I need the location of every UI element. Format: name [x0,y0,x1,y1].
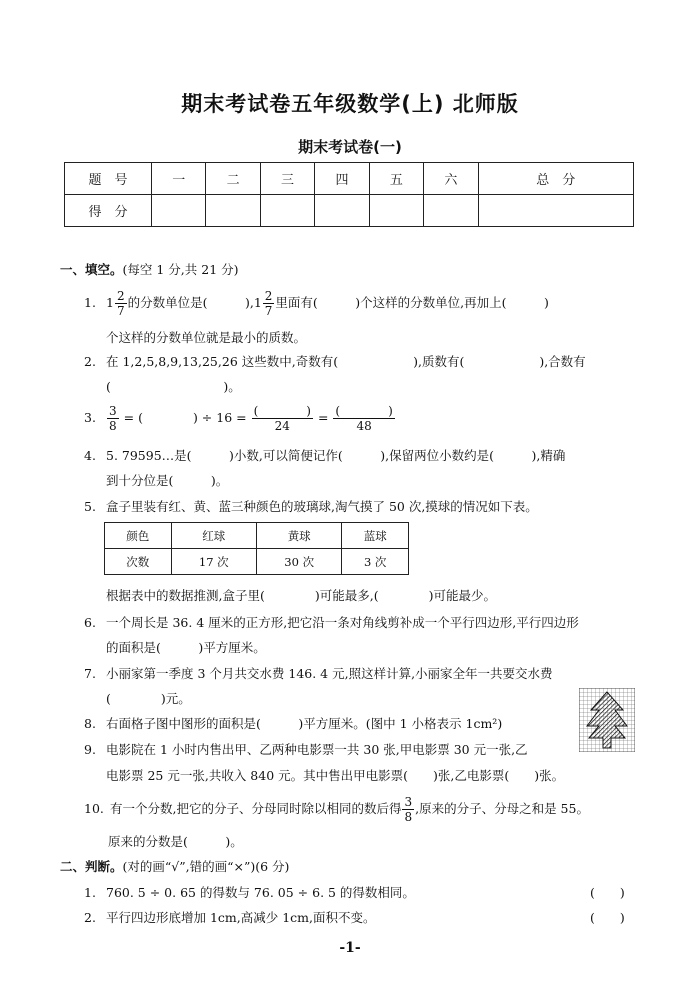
q2-number: 2. [84,354,96,369]
q3-text-a: = ( ) ÷ 16 = [123,410,247,425]
q3-equals: = [317,410,329,425]
q1-number: 1. [84,295,96,310]
q7-line1: 小丽家第一季度 3 个月共交水费 146. 4 元,照这样计算,小丽家全年一共要交水费 [106,666,553,681]
score-cell-6[interactable] [424,195,478,227]
question-5-line1 [84,497,538,515]
q1-text-a: 的分数单位是( ), [127,295,254,310]
question-10-line1 [84,796,589,823]
q1-frac1-num: 2 [116,289,125,303]
page-subtitle: 期末考试卷(一) [298,138,402,156]
judge-2 [84,908,376,926]
section1-note: (每空 1 分,共 21 分) [122,262,239,277]
q10-frac-num: 3 [404,795,413,809]
j1-number: 1. [84,885,96,900]
q10-text-b: ,原来的分子、分母之和是 55。 [415,801,589,816]
question-6-line1 [84,613,579,631]
q4-number: 4. [84,448,96,463]
section2-note: (对的画“√”,错的画“×”)(6 分) [122,859,290,874]
q3-frac1-den: 8 [109,419,117,433]
q7-line2: ( )元。 [106,691,191,706]
balls-red-count: 17 次 [171,549,256,575]
q9-line2: 电影票 25 元一张,共收入 840 元。其中售出甲电影票( )张,乙电影票( )张。 [106,768,565,783]
q3-fraction2 [252,405,313,432]
q1-fraction1 [115,290,127,317]
score-col-5: 五 [369,163,423,195]
score-col-6: 六 [424,163,478,195]
score-cell-2[interactable] [206,195,260,227]
section2-title: 二、判断。 [60,859,123,874]
q10-number: 10. [84,801,104,816]
balls-row-label: 次数 [105,549,172,575]
q10-line2: 原来的分数是( )。 [108,834,243,849]
score-table [64,162,634,227]
section2-heading [60,857,289,875]
question-1-line1 [84,290,549,317]
balls-header-red: 红球 [171,523,256,549]
q10-frac-den: 8 [404,810,413,824]
score-cell-1[interactable] [152,195,206,227]
q4-line2: 到十分位是( )。 [106,473,229,488]
section1-title: 一、填空。 [60,262,123,277]
question-7-line1 [84,664,553,682]
j2-number: 2. [84,910,96,925]
score-row1-label: 题 号 [65,163,152,195]
page-number: -1- [339,940,361,956]
question-9-line1 [84,740,528,758]
score-row2-label: 得 分 [65,195,152,227]
q3-number: 3. [84,410,96,425]
q4-line1: 5. 79595…是( )小数,可以简便记作( ),保留两位小数约是( ),精确 [106,448,566,463]
q6-line1: 一个周长是 36. 4 厘米的正方形,把它沿一条对角线剪补成一个平行四边形,平行四边形 [106,615,579,630]
question-2-line1 [84,352,586,370]
q1-text-b: 里面有( )个这样的分数单位,再加上( ) [275,295,549,310]
section1-heading [60,260,239,278]
balls-header-color: 颜色 [105,523,172,549]
q8-line1: 右面格子图中图形的面积是( )平方厘米。(图中 1 小格表示 1cm²) [106,716,503,731]
q3-frac1-num: 3 [109,404,117,418]
q9-line1: 电影院在 1 小时内售出甲、乙两种电影票一共 30 张,甲电影票 30 元一张,乙 [106,742,528,757]
q5-line2: 根据表中的数据推测,盒子里( )可能最多,( )可能最少。 [106,588,496,603]
question-4-line1 [84,446,565,464]
q3-frac3-den: 48 [356,419,372,433]
q3-frac2-den: 24 [274,419,290,433]
score-cell-total[interactable] [478,195,633,227]
j1-answer-paren[interactable]: ( ) [590,885,625,900]
q3-fraction3 [333,405,394,432]
j2-answer-paren[interactable]: ( ) [590,910,625,925]
q5-line1: 盒子里装有红、黄、蓝三种颜色的玻璃球,淘气摸了 50 次,摸球的情况如下表。 [106,499,538,514]
balls-blue-count: 3 次 [342,549,409,575]
score-col-4: 四 [315,163,369,195]
q2-line1: 在 1,2,5,8,9,13,25,26 这些数中,奇数有( ),质数有( ),合数有 [106,354,586,369]
q3-frac2-num: ( ) [253,404,311,418]
grid-figure [579,688,635,752]
q3-fraction1 [107,405,119,432]
q1-line2: 个这样的分数单位就是最小的质数。 [106,330,307,345]
q3-frac3-num: ( ) [335,404,393,418]
j2-text: 平行四边形底增加 1cm,高减少 1cm,面积不变。 [106,910,376,925]
q10-text-a: 有一个分数,把它的分子、分母同时除以相同的数后得 [109,801,402,816]
q6-number: 6. [84,615,96,630]
score-col-1: 一 [152,163,206,195]
q5-number: 5. [84,499,96,514]
q8-number: 8. [84,716,96,731]
page-title: 期末考试卷五年级数学(上) 北师版 [181,92,519,116]
q10-fraction [402,796,414,823]
score-cell-5[interactable] [369,195,423,227]
q9-number: 9. [84,742,96,757]
q7-number: 7. [84,666,96,681]
score-cell-4[interactable] [315,195,369,227]
score-cell-3[interactable] [260,195,314,227]
balls-yellow-count: 30 次 [256,549,341,575]
score-col-total: 总 分 [478,163,633,195]
judge-1 [84,883,415,901]
score-col-3: 三 [260,163,314,195]
balls-header-yellow: 黄球 [256,523,341,549]
q1-whole2: 1 [253,295,262,310]
ball-count-table [104,522,409,575]
q2-line2: ( )。 [106,379,241,394]
balls-header-blue: 蓝球 [342,523,409,549]
score-col-2: 二 [206,163,260,195]
q6-line2: 的面积是( )平方厘米。 [106,640,266,655]
q1-frac1-den: 7 [116,304,125,318]
q1-frac2-num: 2 [264,289,273,303]
q1-whole1: 1 [106,295,114,310]
q1-fraction2 [263,290,275,317]
q1-frac2-den: 7 [264,304,273,318]
j1-text: 760. 5 ÷ 0. 65 的得数与 76. 05 ÷ 6. 5 的得数相同。 [106,885,415,900]
question-3 [84,405,396,432]
question-8 [84,714,502,732]
